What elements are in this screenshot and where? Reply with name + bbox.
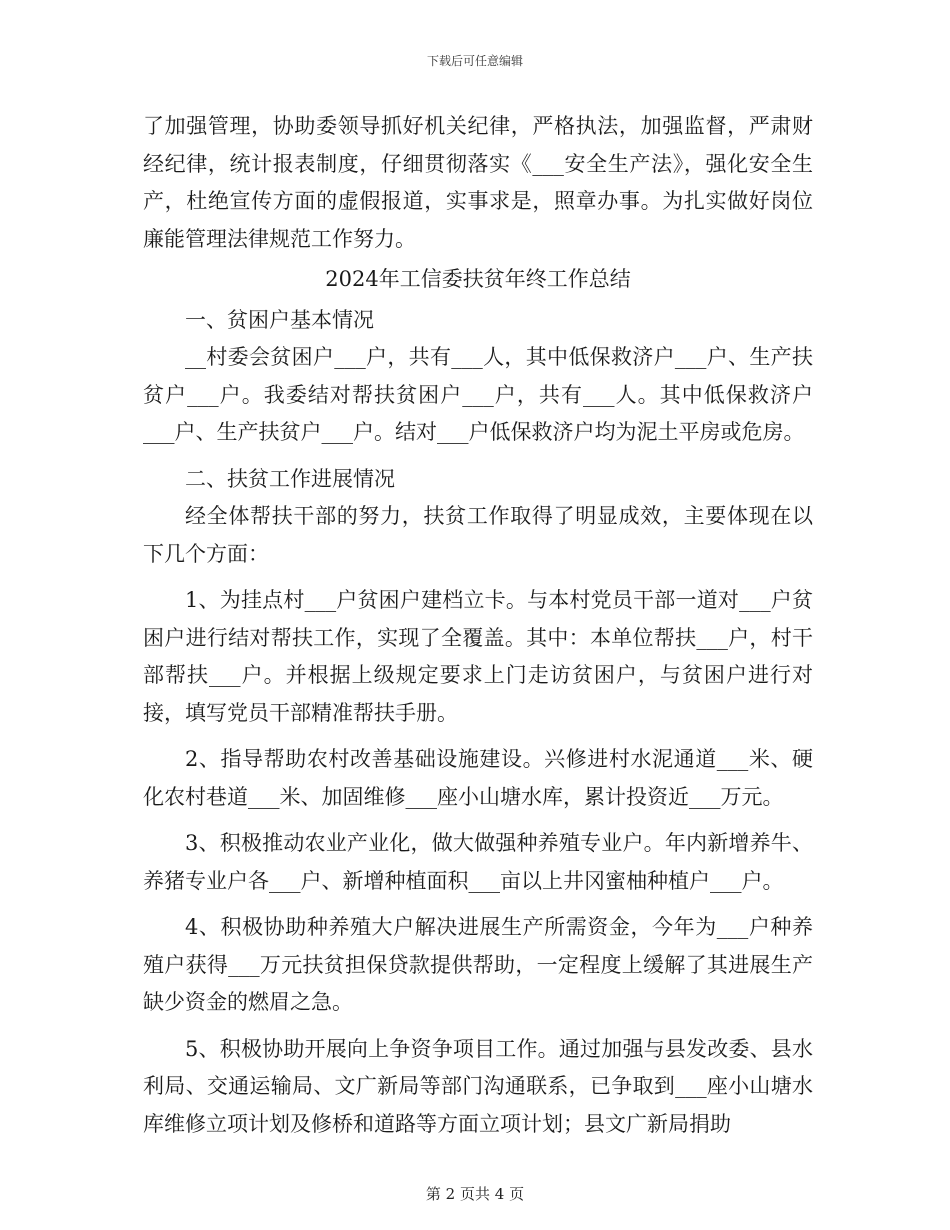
document-body bbox=[143, 108, 813, 1143]
list-item-5: 5、积极协助开展向上争资争项目工作。通过加强与县发改委、县水利局、交通运输局、文广新局等部门沟通联系，已争取到___座小山塘水库维修立项计划及修桥和道路等方面立项计划；县文广新局捐助 bbox=[143, 1036, 813, 1136]
section-1-heading: 一、贫困户基本情况 bbox=[185, 307, 374, 332]
page-footer: 第 2 页共 4 页 bbox=[425, 1185, 525, 1203]
intro-paragraph: 了加强管理，协助委领导抓好机关纪律，严格执法，加强监督，严肃财经纪律，统计报表制度，仔细贯彻落实《___安全生产法》，强化安全生产，杜绝宣传方面的虚假报道，实事求是，照章办事。为扎实做好岗位廉能管理法律规范工作努力。 bbox=[143, 114, 813, 251]
list-item-2: 2、指导帮助农村改善基础设施建设。兴修进村水泥通道___米、硬化农村巷道___米、加固维修___座小山塘水库，累计投资近___万元。 bbox=[143, 747, 813, 809]
list-item-3: 3、积极推动农业产业化，做大做强种养殖专业户。年内新增养牛、养猪专业户各___户、新增种植面积___亩以上井冈蜜柚种植户___户。 bbox=[143, 831, 813, 893]
list-item-4: 4、积极协助种养殖大户解决进展生产所需资金，今年为___户种养殖户获得___万元扶贫担保贷款提供帮助，一定程度上缓解了其进展生产缺少资金的燃眉之急。 bbox=[143, 915, 813, 1014]
section-2-intro: 经全体帮扶干部的努力，扶贫工作取得了明显成效，主要体现在以下几个方面： bbox=[143, 504, 813, 566]
section-1-body: __村委会贫困户___户，共有___人，其中低保救济户___户、生产扶贫户___户。我委结对帮扶贫困户___户，共有___人。其中低保救济户___户、生产扶贫户___户。结对___户低保救济户均为泥土平房或危房。 bbox=[143, 345, 813, 444]
list-item-1: 1、为挂点村___户贫困户建档立卡。与本村党员干部一道对___户贫困户进行结对帮扶工作，实现了全覆盖。其中：本单位帮扶___户，村干部帮扶___户。并根据上级规定要求上门走访贫困户，与贫困户进行对接，填写党员干部精准帮扶手册。 bbox=[143, 588, 813, 725]
section-2-heading: 二、扶贫工作进展情况 bbox=[185, 466, 395, 491]
page-header: 下载后可任意编辑 bbox=[426, 54, 523, 68]
document-title: 2024年工信委扶贫年终工作总结 bbox=[325, 267, 631, 291]
